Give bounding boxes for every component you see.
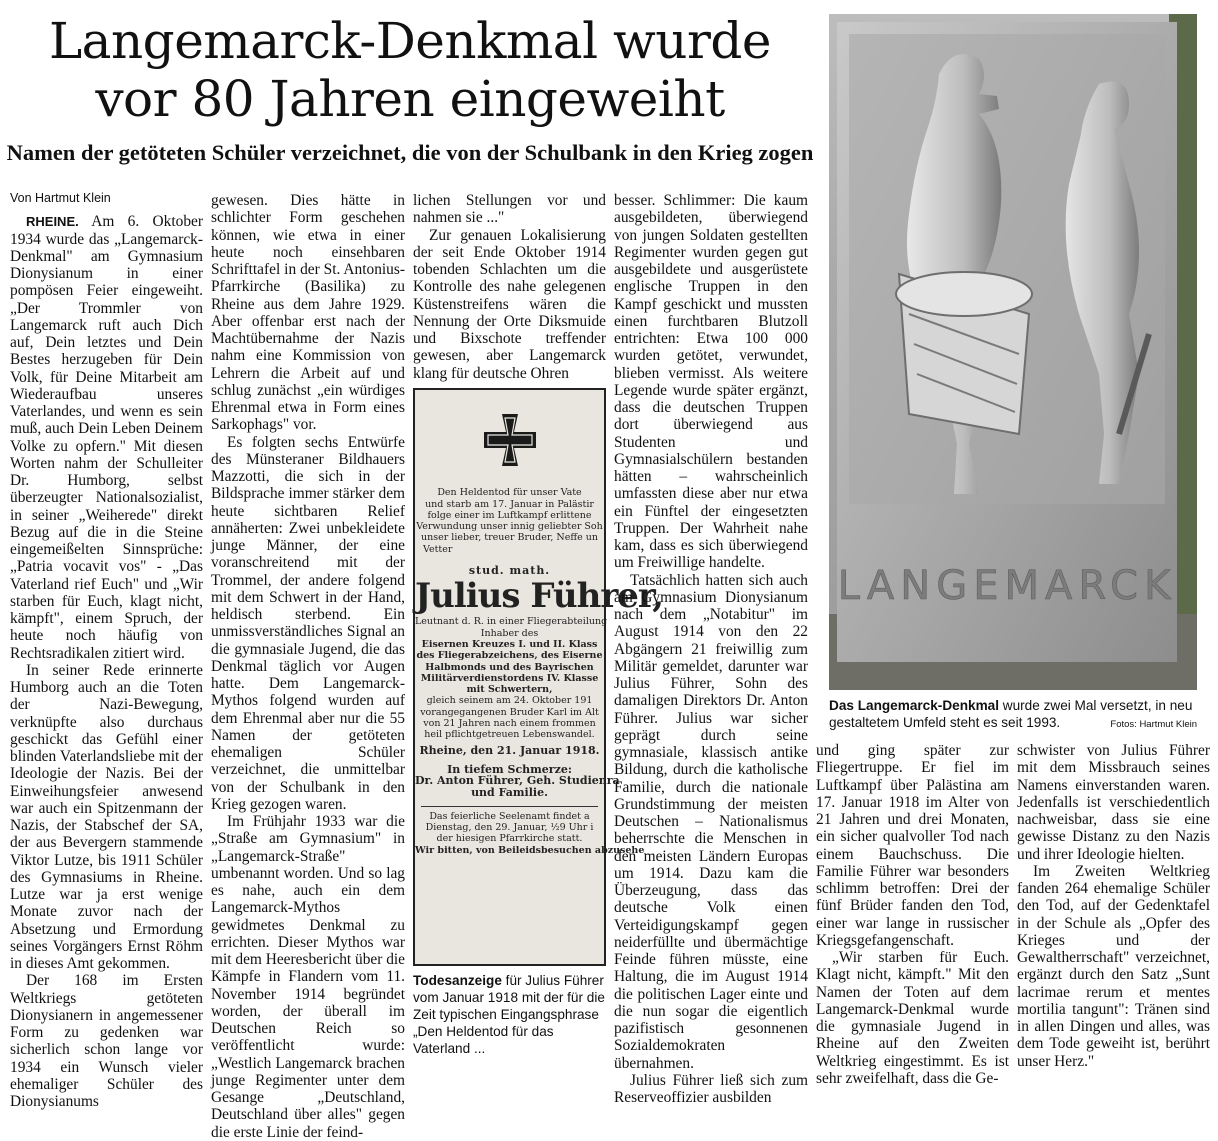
notice-line: Verwundung unser innig geliebter Soh	[416, 521, 603, 533]
notice-line: Den Heldentod für unser Vate	[437, 487, 582, 499]
paragraph: lichen Stellungen vor und nahmen sie ..."	[413, 192, 606, 227]
notice-line: Inhaber des	[480, 627, 539, 639]
article-column-5	[816, 742, 1009, 1087]
notice-line: Dienstag, den 29. Januar, ½9 Uhr i	[425, 822, 594, 834]
photo-credit: Fotos: Hartmut Klein	[1110, 719, 1197, 730]
notice-place-date: Rheine, den 21. Januar 1918.	[419, 743, 600, 757]
notice-line: Leutnant d. R. in einer Fliegerabteilung	[415, 616, 608, 628]
article-column-2	[211, 192, 406, 1141]
paragraph: Im Frühjahr 1933 war die „Straße am Gymnasium" in „Langemarck-Straße" umbenannt worden. Und so lag es nahe, auch ein dem Langemarck-Mythos gewidmetes Denkmal zu errichten. Dieser Mythos war mit dem Heeresbericht über die Kämpfe in Flandern vom 11. November 1914 begründet worden, der überall im Deutschen Reich so veröffentlicht wurde: „Westlich Langemarck brachen junge Regimenter unter dem Gesange „Deutschland, Deutschland über alles" gegen die erste Linie der feind-	[211, 813, 406, 1141]
notice-line: In tiefem Schmerze:	[447, 762, 572, 776]
paragraph	[10, 213, 203, 662]
paragraph: Zur genauen Lokalisierung der seit Ende Oktober 1914 tobenden Schlachten um die Kontrolle des nahe gelegenen Küstenstreifens wären die Nennung der Orte Diksmuide und Bixschote treffender gewesen, aber Langemarck klang für deutsche Ohren	[413, 226, 606, 382]
notice-line: folge einer im Luftkampf erlittene	[427, 509, 592, 521]
iron-cross-icon	[480, 410, 540, 470]
paragraph: Der 168 im Ersten Weltkriegs getöteten Dionysianern in angemessener Form zu gedenken war sicherlich schon lange vor 1934 ein Wunsch vieler ehemaliger Schüler des Dionysianums	[10, 972, 203, 1110]
dateline: RHEINE.	[26, 214, 79, 230]
photo-caption-text: wurde zwei Mal versetzt, in neu gestaltetem Umfeld steht es seit 1993.	[829, 698, 1193, 730]
article-column-1	[10, 190, 203, 1110]
paragraph: Im Zweiten Weltkrieg fanden 264 ehemalige Schüler den Tod, auf der Gedenktafel in der Schule als „Opfer des Krieges und der Gewaltherrschaft" verzeichnet, ergänzt durch den Satz „Sunt lacrimae rerum et mentes mortilia tangunt": Tränen sind in allen Dingen und alles, was dem Tode geweiht ist, berührt unser Herz."	[1017, 862, 1210, 1070]
article-column-4	[614, 192, 808, 1106]
headline-line-1: Langemarck-Denkmal wurde	[48, 12, 772, 70]
obituary-notice-image	[413, 388, 664, 966]
paragraph: besser. Schlimmer: Die kaum ausgebildeten, überwiegend von jungen Soldaten gestellten Regimenter wurden gegen gut ausgebildete und ausgerüstete englische Truppen in den Kampf geschickt und mussten einen furchtbaren Blutzoll entrichten: Etwa 100 000 wurden getötet, verwundet, blieben vermisst. Als weitere Legende wurde später ergänzt, dass die deutschen Truppen dort überwiegend aus Studenten und Gymnasialschülern bestanden hätten – wahrscheinlich umfassten diese aber nur etwa ein Fünftel der eingesetzten Truppen. Der Wahrheit nahe kam, dass es sich überwiegend um Freiwillige handelte.	[614, 192, 808, 572]
notice-line: vorangegangenen Bruder Karl im Alt	[420, 706, 599, 718]
notice-line: des Fliegerabzeichens, des Eiserne	[416, 650, 603, 662]
paragraph: gewesen. Dies hätte in schlichter Form geschehen können, wie etwa in einer heute noch einsehbaren Schrifttafel in der St. Antonius-Pfarrkirche (Basilika) zu Rheine aus dem Jahre 1929. Aber offenbar erst nach der Machtübernahme der Nazis nahm eine Kommission von Lehrern die Arbeit auf und schlug zunächst „ein würdiges Ehrenmal etwa in Form eines Sarkophags" vor.	[211, 192, 405, 434]
notice-line: heil pflichtgetreuen Lebenswandel.	[424, 729, 595, 741]
paragraph: Julius Führer ließ sich zum Reserveoffizier ausbilden	[614, 1071, 808, 1106]
notice-line: Eisernen Kreuzes I. und II. Klass	[421, 638, 598, 650]
subheadline: Namen der getöteten Schüler verzeichnet, die von der Schulbank in den Krieg zogen	[6, 140, 814, 165]
relief-inscription: LANGEMARCK	[837, 563, 1177, 609]
notice-line: Halbmonds und des Bayrischen	[425, 661, 594, 673]
headline-line-2: vor 80 Jahren eingeweiht	[95, 70, 725, 128]
headline	[0, 12, 820, 128]
relief-image	[829, 14, 1197, 690]
article-column-6	[1017, 742, 1210, 1080]
paragraph: „Wir starben für Euch. Klagt nicht, kämpft." Mit den Namen der Toten auf dem Langemarck-Denkmal wurde die gymnasiale Jugend in Rheine auf den Zweiten Weltkrieg eingestimmt. Es ist sehr zweifelhaft, dass die Ge-	[816, 949, 1009, 1087]
notice-line: von 21 Jahren nach einem frommen	[423, 718, 596, 730]
notice-name: Julius Führer,	[415, 576, 664, 617]
langemarck-memorial-photo	[829, 14, 1197, 690]
notice-study: stud. math.	[468, 564, 551, 578]
notice-line: mit Schwertern,	[466, 684, 553, 696]
notice-line: unser lieber, treuer Bruder, Neffe un	[421, 532, 598, 544]
notice-caption	[413, 972, 606, 1057]
notice-line: gleich seinem am 24. Oktober 191	[426, 695, 593, 707]
notice-line: und Familie.	[471, 785, 548, 799]
notice-line: Militärverdienstordens IV. Klasse	[420, 672, 599, 684]
notice-line: und starb am 17. Januar in Palästir	[425, 498, 594, 510]
paragraph: schwister von Julius Führer mit dem Missbrauch seines Namens einverstanden waren. Jedenfalls ist verschiedentlich nachweisbar, dass sie eine gewisse Distanz zu den Nazis und ihrer Ideologie hielten.	[1017, 742, 1210, 863]
notice-caption-bold: Todesanzeige	[413, 973, 502, 988]
notice-caption-text: für Julius Führer vom Januar 1918 mit der für die Zeit typischen Eingangsphrase „Den Heldentod für das Vaterland ...	[413, 973, 605, 1056]
paragraph: Tatsächlich hatten sich auch am Gymnasium Dionysianum nach dem „Notabitur" im August 1914 von den 22 Abgängern 21 freiwillig zum Militär gemeldet, darunter war Julius Führer, Sohn des damaligen Direktors Dr. Anton Führer. Julius war sicher geprägt durch seine gymnasiale, klassisch antike Bildung, durch die katholische Familie, durch die nationale Grundstimmung der meisten Deutschen – Nationalismus beherrschte die Menschen in den meisten Ländern Europas um 1914. Dazu kam die Überzeugung, dass das deutsche Volk einen Verteidigungskampf gegen neiderfüllte und übermächtige Feinde führen müsste, eine Haltung, die im August 1914 die politischen Lager einte und die nun sogar die eigentlich pazifistisch gesonnenen Sozialdemokraten übernahmen.	[614, 571, 808, 1072]
paragraph: In seiner Rede erinnerte Humborg auch an die Toten der Nazi-Bewegung, verknüpfte also durchaus geschickt das Gefühl einer blinden Vaterlandsliebe mit der Ideologie der Nazis. Bei der Einweihungsfeier anwesend war auch ein Spitzenmann der Nazis, der Stabschef der SA, der aus Bevergern stammende Viktor Lutze, bis 1911 Schüler des Gymnasiums in Rheine. Lutze war ja erst wenige Monate zuvor nach der Absetzung und Ermordung seines Vorgängers Ernst Röhm in dieses Amt gekommen.	[10, 661, 203, 972]
photo-caption	[829, 697, 1197, 733]
paragraph-text: Am 6. Oktober 1934 wurde das „Langemarck-Denkmal" am Gymnasium Dionysianum in einer pompösen Feier eingeweiht. „Der Trommler von Langemarck ruft auch Dich auf, Dein letztes und Dein Bestes herzugeben für Dein Volk, für Deine Mitarbeit am Wiederaufbau unseres Vaterlandes, und wenn es sein muß, auch Dein Leben Deinem Volke zu opfern." Mit diesen Worten nahm der Schulleiter Dr. Humborg, selbst überzeugter Nationalsozialist, in seiner „Weiherede" direkt Bezug auf die in die Steine eingemeißelten Sinnsprüche: „Patria vocavit vos" - „Das Vaterland rief Euch" und „Wir starben für Euch, klagt nicht, kämpft", einem Spruch, der heute noch häufig von Rechtsradikalen zitiert wird.	[10, 213, 203, 662]
paragraph: und ging später zur Fliegertruppe. Er fiel im Luftkampf über Palästina am 17. Januar 1918 im Alter von 21 Jahren und drei Monaten, ein sicher qualvoller Tod nach einem Bauchschuss. Die Familie Führer war besonders schlimm betroffen: Drei der fünf Brüder fanden den Tod, einer war lange in russischer Kriegsgefangenschaft.	[816, 742, 1009, 949]
notice-line: der hiesigen Pfarrkirche statt.	[436, 833, 583, 845]
byline: Von Hartmut Klein	[10, 191, 111, 205]
notice-line: Wir bitten, von Beileidsbesuchen abzusehe	[415, 844, 645, 856]
notice-line: Vetter	[423, 543, 453, 555]
photo-caption-bold: Das Langemarck-Denkmal	[829, 698, 999, 713]
notice-line: Das feierliche Seelenamt findet a	[429, 810, 590, 822]
article-column-3	[413, 192, 606, 382]
paragraph: Es folgten sechs Entwürfe des Münsteraner Bildhauers Mazzotti, die sich in der Bildsprache immer stärker dem heute sichtbaren Relief annäherten: Zwei unbekleidete junge Männer, der eine voranschreitend mit der Trommel, der andere folgend mit dem Schwert in der Hand, heldisch sterbend. Ein unmissverständliches Signal an die gymnasiale Jugend, die das Denkmal täglich vor Augen hatte. Dem Langemarck-Mythos folgend wurden auf dem Ehrenmal aber nur die 55 Namen der getöteten ehemaligen Schüler verzeichnet, die unmittelbar von der Schulbank in den Krieg gezogen waren.	[211, 433, 405, 813]
notice-line: Dr. Anton Führer, Geh. Studienra	[415, 774, 620, 788]
